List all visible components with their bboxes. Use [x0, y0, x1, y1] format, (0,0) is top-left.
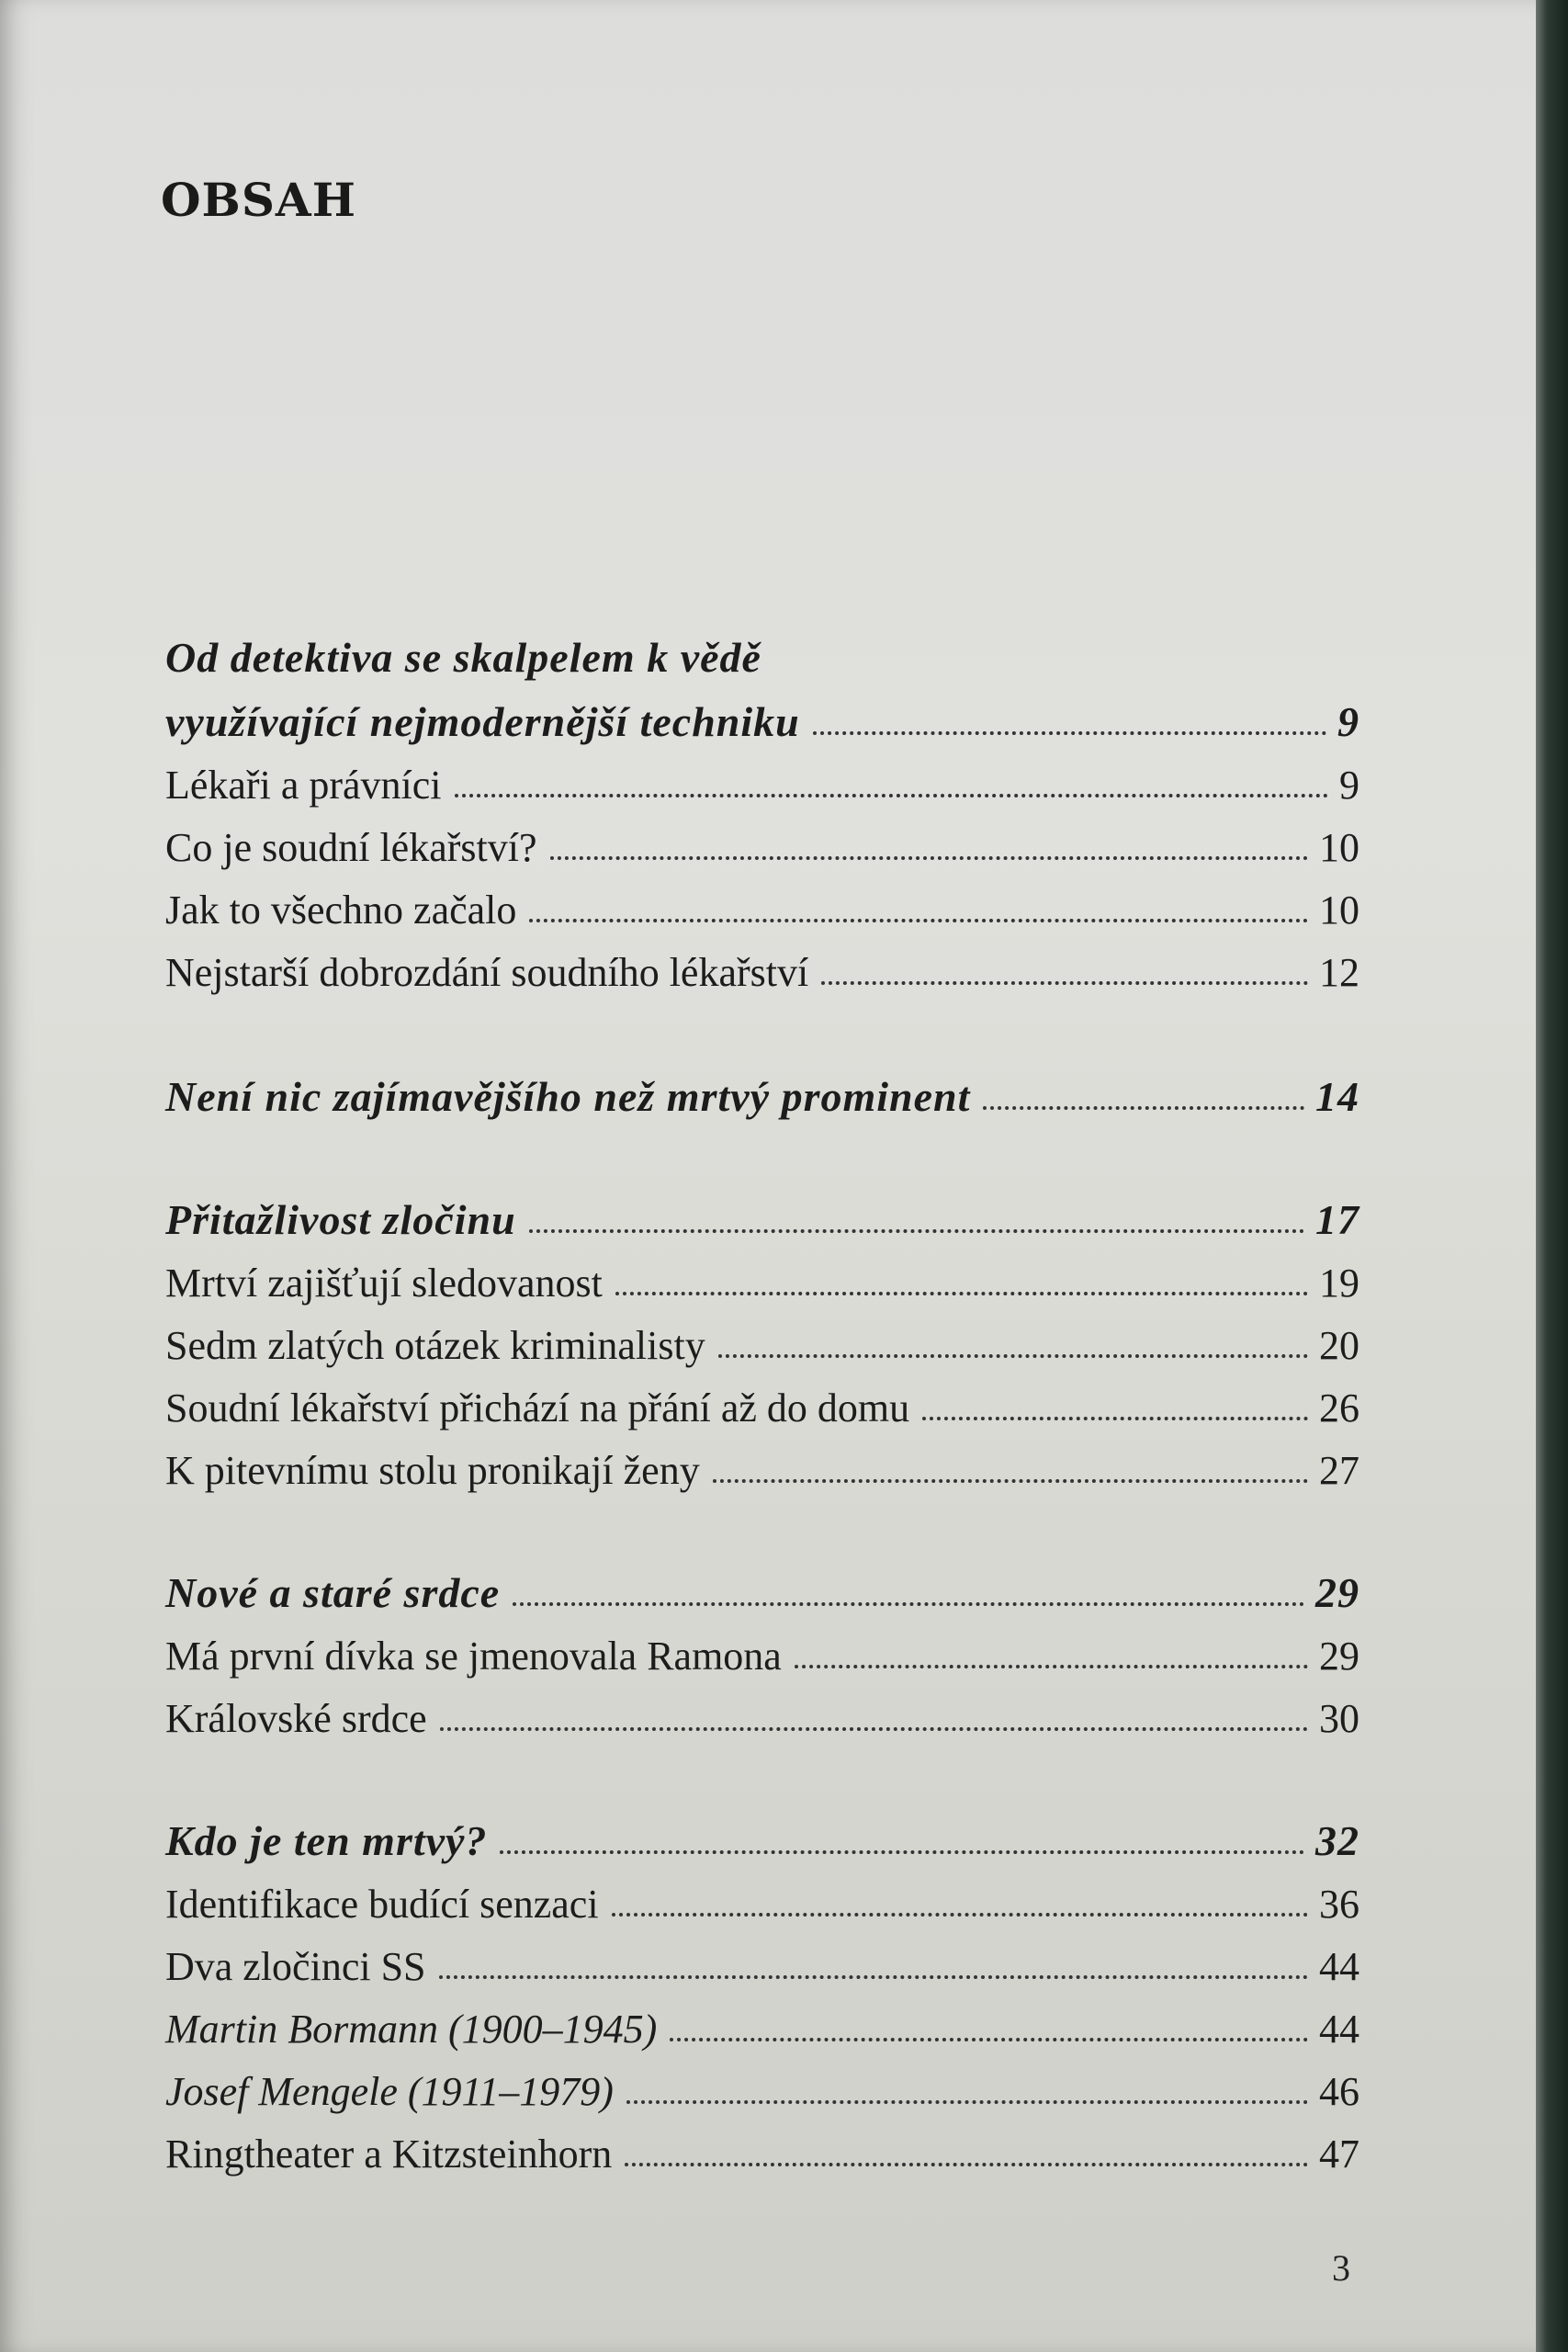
dot-leader: [529, 1229, 1304, 1233]
toc-page-number: 17: [1315, 1196, 1359, 1243]
toc-entry-label: Jak to všechno začalo: [165, 888, 517, 933]
dot-leader: [670, 2038, 1308, 2041]
toc-page-number: 47: [1319, 2132, 1359, 2177]
dot-leader: [529, 919, 1308, 922]
toc-entry[interactable]: [165, 878, 1359, 933]
toc-section-title: Přitažlivost zločinu: [165, 1196, 516, 1243]
toc-page-number: 19: [1319, 1261, 1359, 1306]
dot-leader: [440, 1727, 1308, 1731]
dot-leader: [439, 1975, 1308, 1979]
toc-section-title-line2: využívající nejmodernější techniku: [165, 698, 800, 745]
toc-entry[interactable]: [165, 2060, 1359, 2115]
toc-page-number: 10: [1319, 825, 1359, 870]
toc-entry[interactable]: [165, 1872, 1359, 1928]
toc-entry[interactable]: [165, 816, 1359, 871]
toc-entry-label: Má první dívka se jmenovala Ramona: [165, 1634, 782, 1679]
dot-leader: [513, 1602, 1304, 1606]
toc-entry[interactable]: [165, 753, 1359, 808]
toc-entry-label: Lékaři a právníci: [165, 763, 442, 808]
dot-leader: [612, 1913, 1308, 1917]
toc-entry[interactable]: [165, 1376, 1359, 1431]
dot-leader: [922, 1417, 1308, 1420]
dot-leader: [455, 794, 1328, 797]
toc-page-number: 46: [1319, 2069, 1359, 2114]
toc-entry-label: Dva zločinci SS: [165, 1944, 426, 1989]
dot-leader: [626, 2100, 1308, 2104]
toc-entry-label: Josef Mengele (1911–1979): [165, 2069, 614, 2114]
toc-entry-label: Co je soudní lékařství?: [165, 825, 537, 870]
toc-entry[interactable]: [165, 941, 1359, 996]
toc-section-title: Není nic zajímavějšího než mrtvý prominent: [165, 1073, 971, 1120]
dot-leader: [615, 1292, 1308, 1295]
toc-page-number: 36: [1319, 1882, 1359, 1927]
toc-entry-label: Sedm zlatých otázek kriminalisty: [165, 1323, 705, 1368]
toc-page-number: 12: [1319, 950, 1359, 995]
dot-leader: [550, 856, 1309, 860]
dot-leader: [625, 2163, 1308, 2166]
toc-page-number: 20: [1319, 1323, 1359, 1368]
toc-section-title: Kdo je ten mrtvý?: [165, 1817, 488, 1864]
toc-page-number: 14: [1315, 1073, 1359, 1120]
dot-leader: [500, 1850, 1304, 1854]
toc-section-entry[interactable]: [165, 1562, 1359, 1617]
dot-leader: [718, 1354, 1308, 1358]
toc-entry[interactable]: [165, 1997, 1359, 2052]
toc-entry[interactable]: [165, 1624, 1359, 1679]
toc-page-number: 44: [1319, 2007, 1359, 2052]
toc-section-title: Nové a staré srdce: [165, 1569, 501, 1616]
toc-page-number: 10: [1319, 888, 1359, 933]
dot-leader: [713, 1479, 1308, 1483]
book-cover-edge: [1536, 0, 1568, 2352]
dot-leader: [983, 1106, 1304, 1110]
toc-entry[interactable]: [165, 1439, 1359, 1494]
toc-page-number: 32: [1315, 1817, 1359, 1864]
toc-entry-label: Identifikace budící senzaci: [165, 1882, 599, 1927]
toc-entry[interactable]: [165, 1687, 1359, 1742]
toc-section-entry[interactable]: [165, 1189, 1359, 1244]
toc-page-number: 44: [1319, 1944, 1359, 1989]
toc-entry[interactable]: [165, 1935, 1359, 1990]
toc-page-number: 9: [1339, 763, 1359, 808]
toc-entry[interactable]: [165, 1251, 1359, 1306]
toc-section-entry[interactable]: [165, 1066, 1359, 1121]
dot-leader: [795, 1665, 1308, 1668]
toc-page-number: 29: [1315, 1569, 1359, 1616]
toc-page-number: 9: [1337, 698, 1359, 745]
toc-entry-label: Mrtví zajišťují sledovanost: [165, 1261, 603, 1306]
toc-page-number: 29: [1319, 1634, 1359, 1679]
dot-leader: [821, 981, 1308, 985]
toc-section-title-line1: Od detektiva se skalpelem k vědě: [165, 634, 761, 681]
toc-section-entry[interactable]: [165, 1810, 1359, 1865]
toc-page-number: 30: [1319, 1696, 1359, 1741]
page-number: 3: [1332, 2247, 1350, 2289]
toc-page-number: 27: [1319, 1448, 1359, 1493]
toc-entry-label: Martin Bormann (1900–1945): [165, 2007, 658, 2052]
toc-page-number: 26: [1319, 1385, 1359, 1430]
toc-heading: OBSAH: [161, 173, 356, 227]
toc-entry-label: Nejstarší dobrozdání soudního lékařství: [165, 950, 809, 995]
toc-entry-label: Královské srdce: [165, 1696, 427, 1741]
toc-entry[interactable]: [165, 1314, 1359, 1369]
toc-entry-label: K pitevnímu stolu pronikají ženy: [165, 1448, 700, 1493]
toc-entry[interactable]: [165, 2122, 1359, 2177]
toc-entry-label: Soudní lékařství přichází na přání až do domu: [165, 1385, 910, 1430]
toc-entry-label: Ringtheater a Kitzsteinhorn: [165, 2132, 613, 2177]
toc-section-entry[interactable]: [165, 691, 1359, 746]
dot-leader: [813, 731, 1326, 735]
